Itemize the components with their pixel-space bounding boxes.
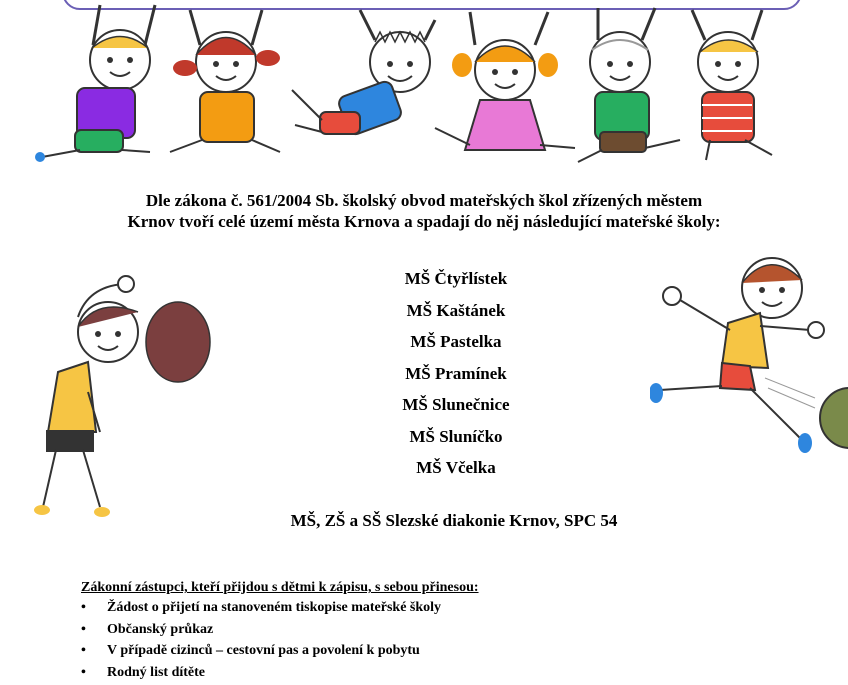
requirement-item: • Rodný list dítěte [81, 664, 441, 685]
requirements-title: Zákonní zástupci, kteří přijdou s dětmi k zápisu, s sebou přinesou: [81, 580, 479, 596]
stretching-girl-illustration [28, 272, 218, 527]
running-boy-illustration [650, 248, 848, 458]
requirements-list [81, 599, 441, 685]
school-item: MŠ Sluníčko [300, 424, 612, 456]
intro-line-1: Dle zákona č. 561/2004 Sb. školský obvod mateřských škol zřízených městem [0, 190, 848, 211]
kid-green-illustration [578, 8, 680, 162]
kid-blue-illustration [292, 10, 435, 136]
school-item: MŠ Pramínek [300, 361, 612, 393]
school-item: MŠ Včelka [300, 455, 612, 487]
school-item: MŠ Kaštánek [300, 298, 612, 330]
kid-red-illustration [692, 10, 772, 160]
kid-orange-illustration [170, 10, 280, 152]
school-item: MŠ Pastelka [300, 329, 612, 361]
requirement-item: • Občanský průkaz [81, 621, 441, 643]
intro-paragraph [0, 190, 848, 232]
school-item: MŠ Slunečnice [300, 392, 612, 424]
intro-line-2: Krnov tvoří celé území města Krnova a spadají do něj následující mateřské školy: [0, 211, 848, 232]
special-school: MŠ, ZŠ a SŠ Slezské diakonie Krnov, SPC 54 [0, 511, 848, 531]
kid-purple-illustration [35, 5, 155, 162]
requirement-item: • V případě cizinců – cestovní pas a povolení k pobytu [81, 642, 441, 664]
kindergarten-list [300, 266, 612, 487]
requirement-item: • Žádost o přijetí na stanoveném tiskopise mateřské školy [81, 599, 441, 621]
hanging-kids-illustration [30, 0, 820, 180]
school-item: MŠ Čtyřlístek [300, 266, 612, 298]
kid-pink-illustration [435, 12, 575, 150]
